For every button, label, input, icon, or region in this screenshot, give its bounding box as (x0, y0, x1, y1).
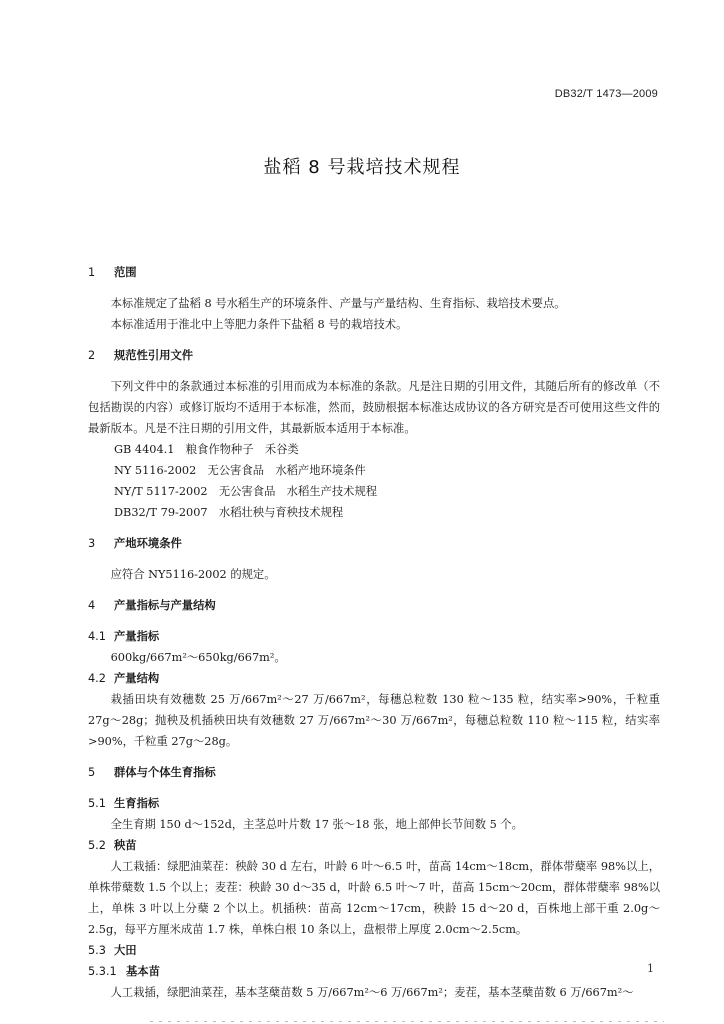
section-number: 5 (88, 766, 96, 779)
section-4-heading (88, 595, 660, 616)
subsection-number: 4.2 (88, 672, 106, 685)
subsection-title: 大田 (114, 944, 137, 957)
subsection-title: 基本苗 (126, 965, 160, 978)
standard-code: DB32/T 1473—2009 (554, 88, 658, 100)
subsection-number: 5.2 (88, 839, 106, 852)
subsection-5-3-1-heading (88, 961, 660, 982)
subsection-5-3-heading (88, 940, 660, 961)
subsection-4-2-heading (88, 668, 660, 689)
paragraph: 应符合 NY5116-2002 的规定。 (110, 568, 276, 581)
section-number: 3 (88, 537, 96, 550)
subsection-title: 产量指标 (114, 630, 160, 643)
bottom-scan-line (150, 1021, 664, 1022)
subsection-number: 5.3.1 (88, 965, 117, 978)
section-number: 4 (88, 599, 96, 612)
paragraph: 全生育期 150 d～152d，主茎总叶片数 17 张～18 张，地上部伸长节间数 5 个。 (110, 818, 523, 831)
paragraph: 600kg/667m²～650kg/667m²。 (110, 651, 286, 664)
reference-item: GB 4404.1 粮食作物种子 禾谷类 (114, 443, 299, 456)
subsection-5-1-heading (88, 793, 660, 814)
paragraph: 栽插田块有效穗数 25 万/667m²～27 万/667m²，每穗总粒数 130 粒～135 粒，结实率>90%，千粒重 27g～28g；抛秧及机插秧田块有效穗数 27 万/667m²～30 万/667m²，每穗总粒数 110 粒～115 粒，结实率>90%，千粒重 27g～28g。 (88, 693, 660, 748)
section-number: 1 (88, 266, 96, 279)
reference-item: NY 5116-2002 无公害食品 水稻产地环境条件 (114, 464, 366, 477)
section-3-heading (88, 533, 660, 554)
subsection-title: 生育指标 (114, 797, 160, 810)
section-title: 产地环境条件 (114, 537, 182, 550)
subsection-5-2-heading (88, 835, 660, 856)
subsection-number: 5.3 (88, 944, 106, 957)
subsection-number: 5.1 (88, 797, 106, 810)
section-1-heading (88, 262, 660, 283)
subsection-4-1-heading (88, 626, 660, 647)
paragraph: 本标准规定了盐稻 8 号水稻生产的环境条件、产量与产量结构、生育指标、栽培技术要点。 (110, 297, 566, 310)
page-number: 1 (647, 962, 654, 975)
paragraph: 下列文件中的条款通过本标准的引用而成为本标准的条款。凡是注日期的引用文件，其随后所有的修改单（不包括勘误的内容）或修订版均不适用于本标准，然而，鼓励根据本标准达成协议的各方研究是否可使用这些文件的最新版本。凡是不注日期的引用文件，其最新版本适用于本标准。 (88, 380, 660, 435)
section-title: 规范性引用文件 (114, 349, 194, 362)
document-body (88, 262, 660, 1003)
paragraph: 本标准适用于淮北中上等肥力条件下盐稻 8 号的栽培技术。 (110, 318, 408, 331)
section-number: 2 (88, 349, 96, 362)
reference-item: DB32/T 79-2007 水稻壮秧与育秧技术规程 (114, 506, 344, 519)
section-title: 群体与个体生育指标 (114, 766, 216, 779)
reference-item: NY/T 5117-2002 无公害食品 水稻生产技术规程 (114, 485, 378, 498)
subsection-title: 秧苗 (114, 839, 137, 852)
section-title: 产量指标与产量结构 (114, 599, 216, 612)
document-title: 盐稻 8 号栽培技术规程 (263, 157, 461, 178)
paragraph: 人工栽插：绿肥油菜茬：秧龄 30 d 左右，叶龄 6 叶～6.5 叶，苗高 14cm～18cm，群体带蘖率 98%以上，单株带蘖数 1.5 个以上；麦茬：秧龄 30 d～35 d，叶龄 6.5 叶～7 叶，苗高 15cm～20cm，群体带蘖率 98%以上，单株 3 叶以上分蘖 2 个以上。机插秧：苗高 12cm～17cm，秧龄 15 d～20 d，百株地上部干重 2.0g～2.5g，每平方厘米成苗 1.7 株，单株白根 10 条以上，盘根带上厚度 2.0cm～2.5cm。 (88, 860, 660, 936)
section-5-heading (88, 762, 660, 783)
section-title: 范围 (114, 266, 137, 279)
section-2-heading (88, 345, 660, 366)
subsection-title: 产量结构 (114, 672, 160, 685)
subsection-number: 4.1 (88, 630, 106, 643)
paragraph: 人工栽插，绿肥油菜茬，基本茎蘖苗数 5 万/667m²～6 万/667m²；麦茬，基本茎蘖苗数 6 万/667m²～ (110, 986, 634, 999)
